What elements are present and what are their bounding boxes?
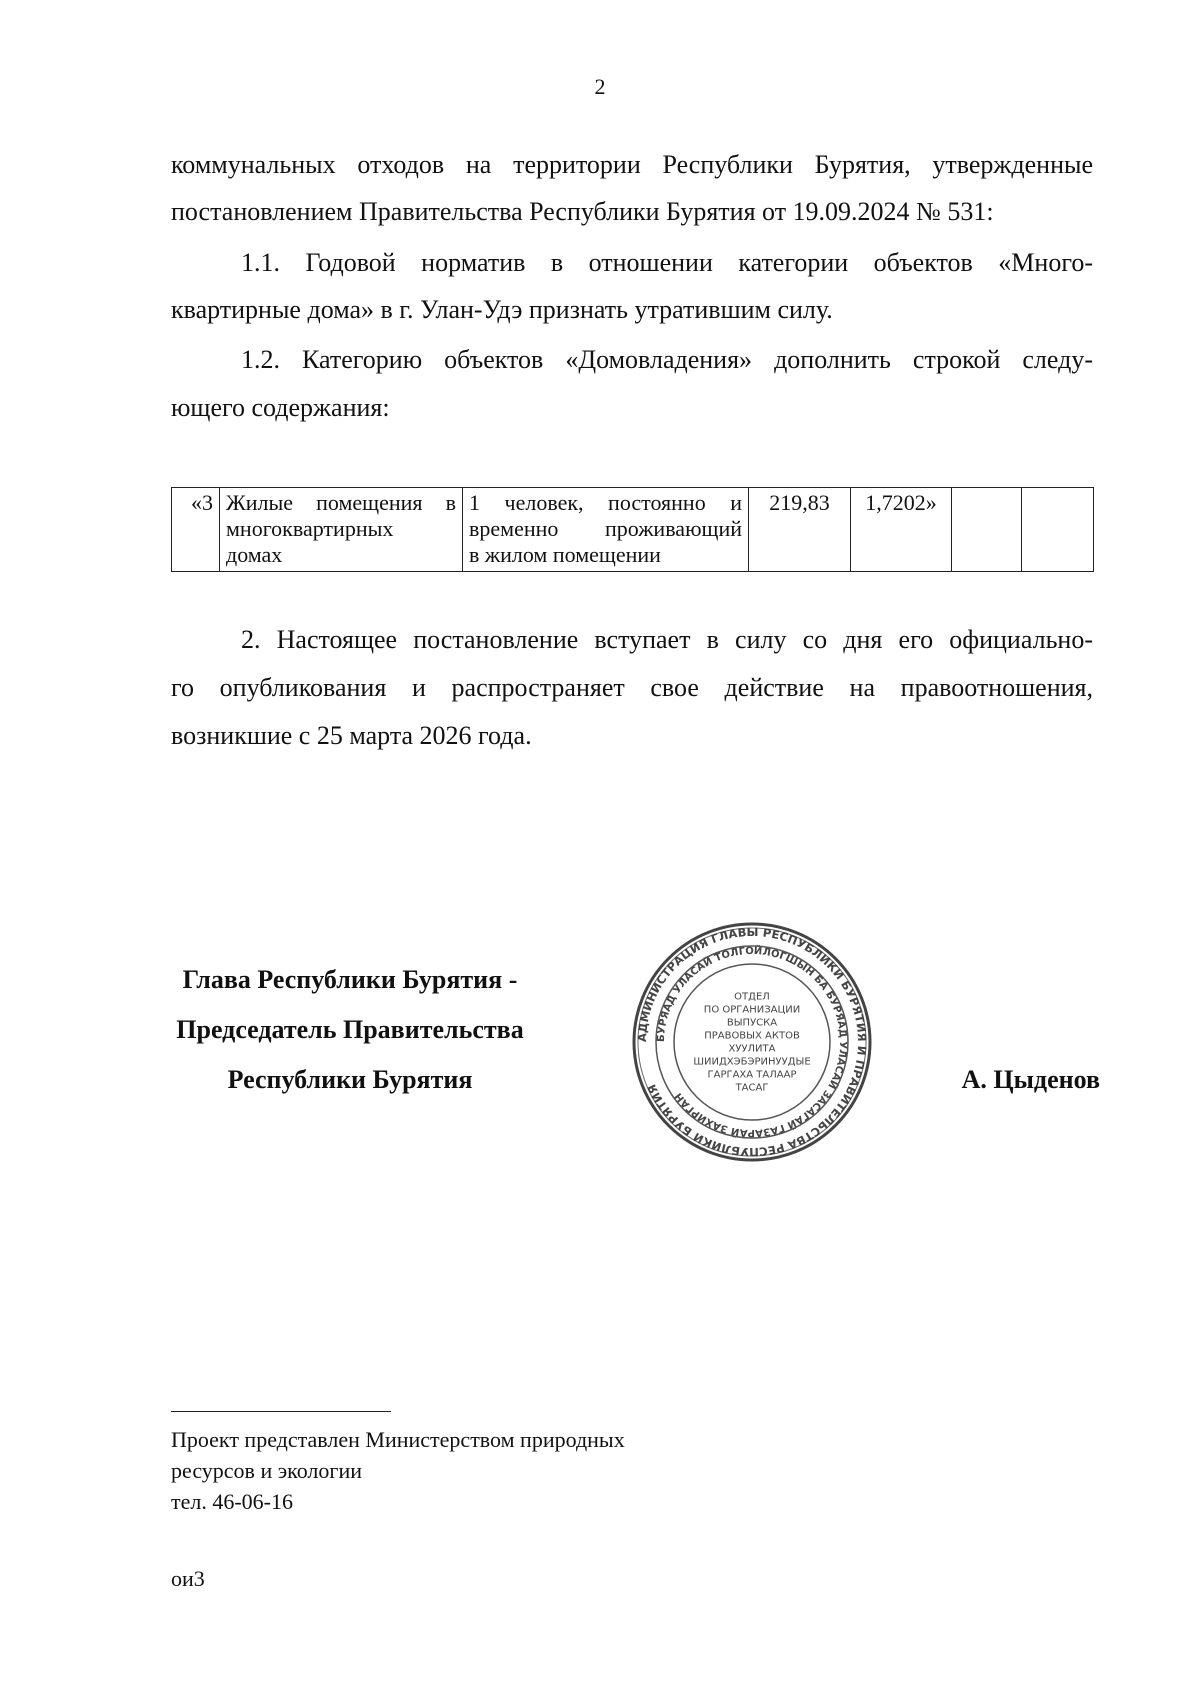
category-line-3: домах [226, 542, 283, 567]
paragraph-1-line-2: постановлением Правительства Республики Бурятия от 19.09.2024 № 531: [171, 197, 994, 226]
category-line-2: многоквартирных [226, 516, 394, 541]
document-code: ои3 [171, 1566, 205, 1591]
paragraph-2-line-1: 2. Настоящее постановление вступает в силу со дня его официально- [241, 625, 1093, 654]
stamp-center-line: ШИИДХЭБЭРИНУУДЫЕ [693, 1056, 811, 1068]
unit-line-3: в жилом помещении [469, 542, 661, 567]
footnote-line-3: тел. 46-06-16 [171, 1489, 294, 1514]
stamp-center-line: ОТДЕЛ [734, 991, 770, 1003]
paragraph-1-2-line-2: ющего содержания: [171, 393, 390, 422]
table-row [172, 488, 1094, 572]
norms-table [171, 487, 1094, 572]
stamp-inner-text: БУРЯАД УЛАСАЙ ТОЛГОЙЛОГШЫН БА БУРЯАД УЛАСАЙ ЗАСАГАЙ ГАЗАРАЙ ЗАХИРГАН [655, 945, 849, 1139]
stamp-center-line: ГАРГАХА ТАЛААР [707, 1069, 797, 1081]
stamp-center-line: ПРАВОВЫХ АКТОВ [704, 1030, 800, 1042]
unit-line-1: 1 человек, постоянно и [469, 490, 742, 515]
signatory-name: А. Цыденов [961, 1065, 1100, 1094]
category-line-1: Жилые помещения в [226, 490, 456, 515]
cell-empty-1 [952, 488, 1022, 572]
official-stamp-icon [632, 922, 872, 1162]
footnote-line-2: ресурсов и экологии [171, 1458, 362, 1483]
stamp-center-line: ВЫПУСКА [726, 1017, 778, 1029]
svg-text:АДМИНИСТРАЦИЯ ГЛАВЫ РЕСПУБЛИКИ [635, 925, 869, 1159]
stamp-outer-text: АДМИНИСТРАЦИЯ ГЛАВЫ РЕСПУБЛИКИ БУРЯТИЯ И ПРАВИТЕЛЬСТВА РЕСПУБЛИКИ БУРЯТИЯ [634, 924, 870, 1160]
signature-title-line-1: Глава Республики Бурятия - [182, 965, 518, 994]
footnote-divider [171, 1411, 391, 1412]
stamp-center-line: ХУУЛИТА [728, 1043, 776, 1055]
cell-value-1: 219,83 [749, 488, 851, 572]
signature-title-line-2: Председатель Правительства [176, 1015, 524, 1044]
footnote-line-1: Проект представлен Министерством природных [171, 1427, 625, 1452]
paragraph-1-line-1: коммунальных отходов на территории Республики Бурятия, утвержденные [171, 150, 1093, 179]
cell-category [220, 488, 463, 572]
paragraph-2-line-3: возникшие с 25 марта 2026 года. [171, 721, 532, 750]
signature-title-line-3: Республики Бурятия [227, 1065, 473, 1094]
paragraph-1-1-line-2: квартирные дома» в г. Улан-Удэ признать утратившим силу. [171, 295, 833, 324]
paragraph-1-1-line-1: 1.1. Годовой норматив в отношении категории объектов «Много- [241, 248, 1093, 277]
paragraph-1-2-line-1: 1.2. Категорию объектов «Домовладения» дополнить строкой следу- [241, 345, 1093, 374]
stamp-center-line: ПО ОРГАНИЗАЦИИ [703, 1004, 801, 1016]
unit-line-2: временно проживающий [469, 516, 742, 541]
cell-number: «3 [172, 488, 220, 572]
cell-unit [463, 488, 749, 572]
page-number: 2 [594, 74, 606, 99]
cell-value-2: 1,7202» [851, 488, 952, 572]
stamp-center-line: ТАСАГ [735, 1082, 769, 1094]
paragraph-2-line-2: го опубликования и распространяет свое действие на правоотношения, [171, 673, 1093, 702]
cell-empty-2 [1022, 488, 1094, 572]
